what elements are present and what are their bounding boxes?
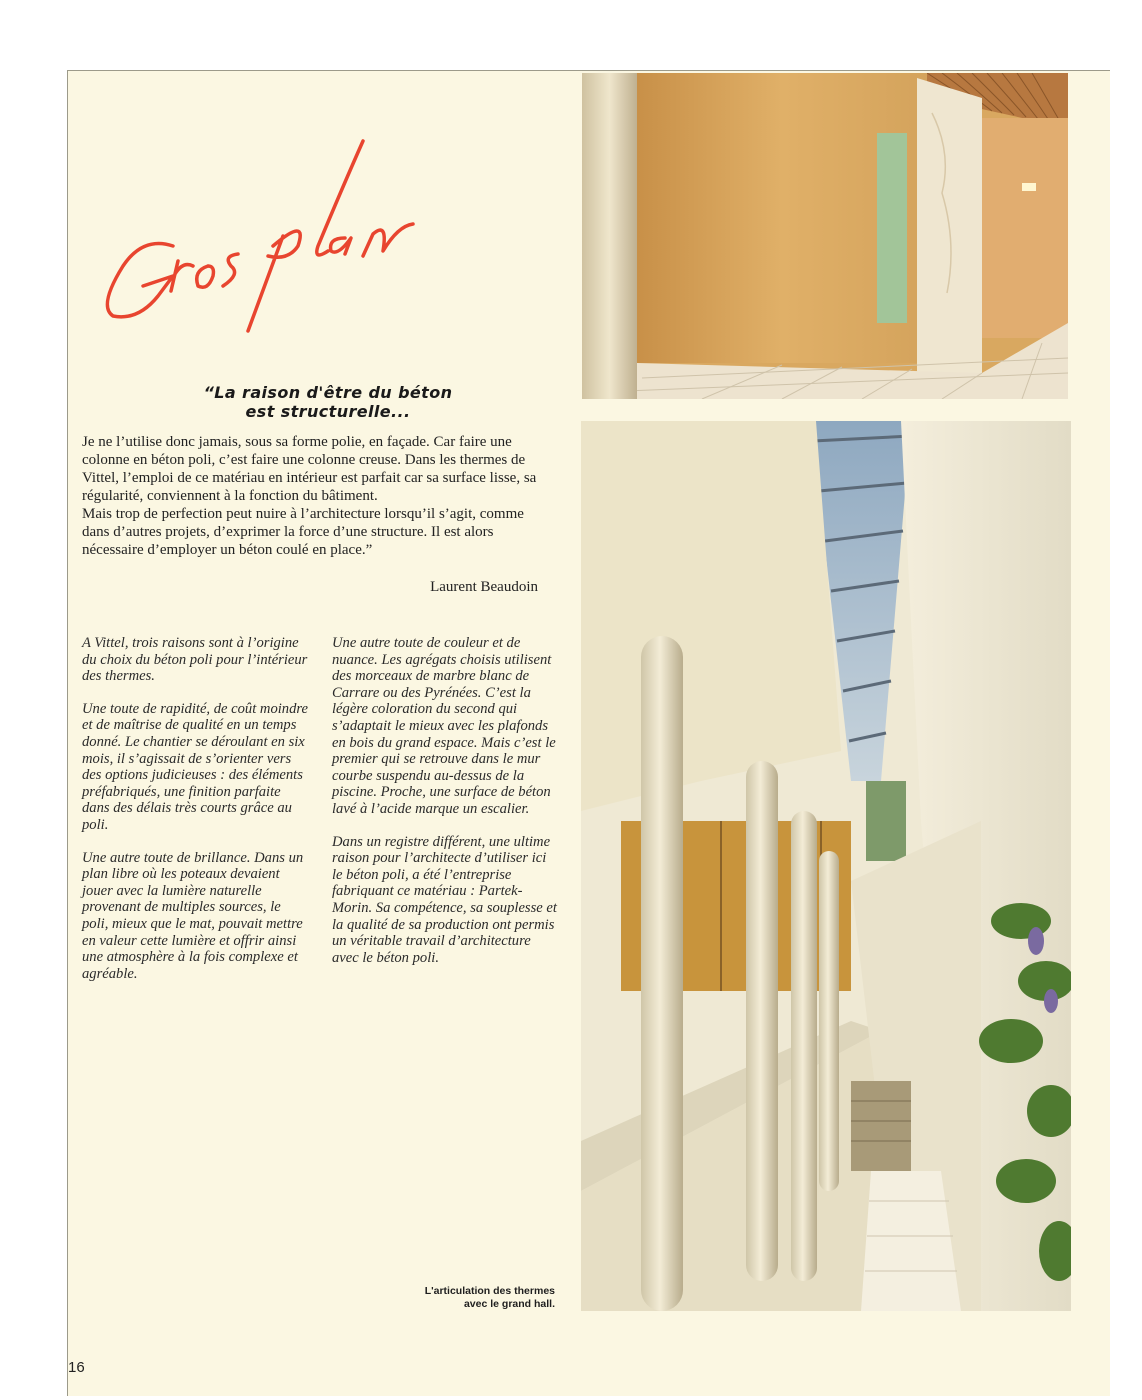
right-paragraph-2: Dans un registre différent, une ultime raison pour l’architecte d’utiliser ici le béton poli, a été l’entreprise fabriquant ce matériau : Partek-Morin. Sa compétence, sa souplesse et la qualité de sa production ont permis un véritable travail d’architecture avec le béton poli. bbox=[332, 833, 557, 966]
top-photo-corridor bbox=[582, 73, 1068, 399]
gros-plan-logo bbox=[83, 126, 503, 336]
article-column-right bbox=[332, 635, 560, 982]
atrium-photo bbox=[581, 421, 1071, 1311]
quote-body bbox=[82, 433, 552, 559]
right-paragraph-1: Une autre toute de couleur et de nuance. Les agrégats choisis utilisent des morceaux de marbre blanc de Carrare ou des Pyrénées. C’est la légère coloration du second qui s’adaptait le mieux avec les plafonds en bois du grand espace. Mais c’est le premier qui se retrouve dans le mur courbe suspendu au-dessus de la piscine. Proche, une surface de béton lavé à l’acide marque un escalier. bbox=[332, 635, 556, 817]
photo-caption bbox=[388, 1285, 555, 1311]
quote-headline-line-2: est structurelle... bbox=[245, 402, 411, 421]
left-paragraph-2: Une toute de rapidité, de coût moindre et de maîtrise de qualité en un temps donné. Le chantier se déroulant en six mois, il s’agissait de s’orienter vers des options judicieuses : des éléments préfabriqués, une finition parfaite dans des délais très courts grâce au poli. bbox=[82, 700, 309, 833]
quote-headline bbox=[168, 383, 488, 421]
left-paragraph-3: Une autre toute de brillance. Dans un plan libre où les poteaux devaient jouer avec la lumière naturelle provenant de multiples sources, le poli, mieux que le mat, pouvait mettre en valeur cette lumière et offrir ainsi une atmosphère à la fois complexe et agréable. bbox=[82, 849, 304, 982]
quote-paragraph-1: Je ne l’utilise donc jamais, sous sa forme polie, en façade. Car faire une colonne en béton poli, c’est faire une colonne creuse. Dans les thermes de Vittel, l’emploi de ce matériau en intérieur est parfait car sa surface lisse, sa régularité, conviennent à la fonction du bâtiment. bbox=[82, 434, 537, 504]
quote-author: Laurent Beaudoin bbox=[430, 579, 538, 595]
caption-line-2: avec le grand hall. bbox=[463, 1298, 555, 1310]
page-number: 16 bbox=[68, 1359, 85, 1376]
left-paragraph-1: A Vittel, trois raisons sont à l’origine du choix du béton poli pour l’intérieur des thermes. bbox=[82, 635, 308, 685]
caption-line-1: L'articulation des thermes bbox=[424, 1285, 555, 1297]
quote-headline-line-1: “La raison d'être du béton bbox=[203, 383, 453, 402]
article-column-left bbox=[82, 635, 310, 998]
magazine-page bbox=[67, 70, 1110, 1396]
quote-paragraph-2: Mais trop de perfection peut nuire à l’architecture lorsqu’il s’agit, comme dans d’autres projets, d’exprimer la force d’une structure. Il est alors nécessaire d’employer un béton coulé en place.” bbox=[82, 506, 524, 558]
